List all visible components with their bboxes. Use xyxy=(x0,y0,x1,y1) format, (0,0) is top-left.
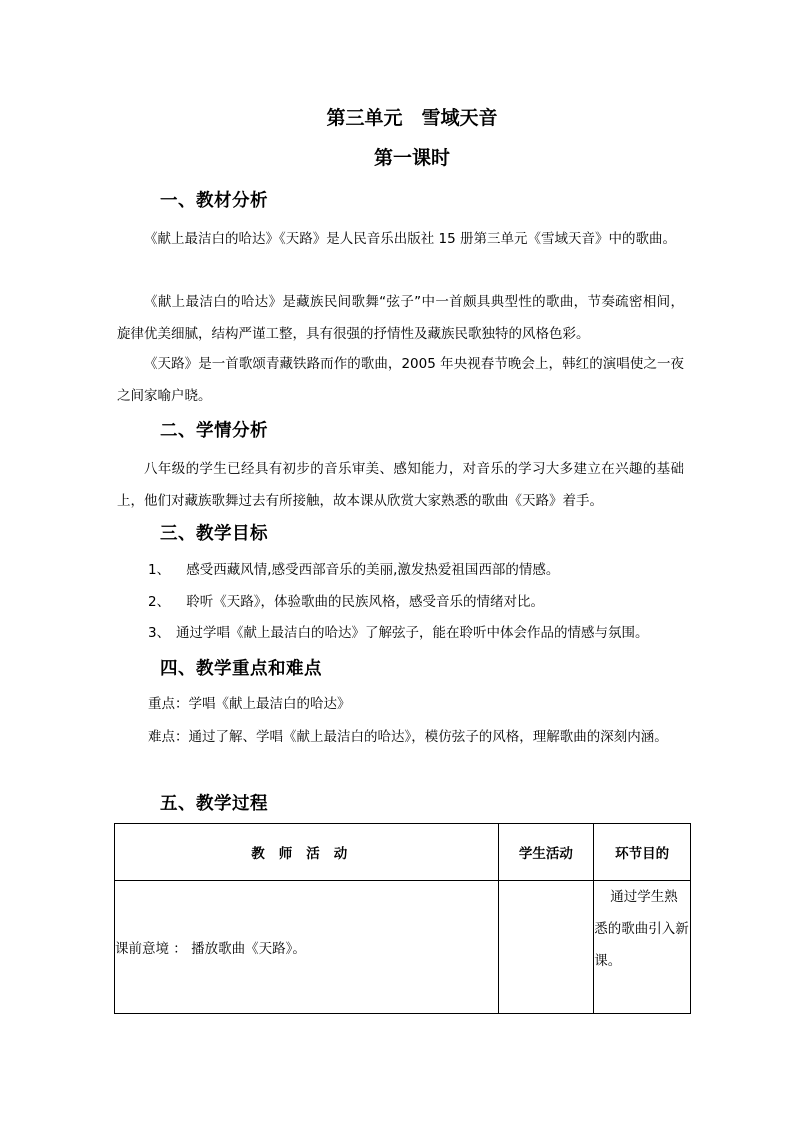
teacher-activity-cell: 课前意境 ： 播放歌曲《天路》。 xyxy=(115,881,499,1014)
section-heading-key-points: 四、教学重点和难点 xyxy=(160,659,322,679)
goal-number: 1、 xyxy=(148,562,171,578)
goal-text: 聆听《天路》，体验歌曲的民族风格，感受音乐的情绪对比。 xyxy=(182,594,545,610)
section-heading-materials: 一、教材分析 xyxy=(160,191,268,211)
unit-title: 第三单元 雪域天音 xyxy=(326,107,498,129)
key-point: 重点：学唱《献上最洁白的哈达》 xyxy=(148,696,351,712)
goal-item-3 xyxy=(148,623,649,643)
goal-item-2 xyxy=(148,592,544,612)
difficult-point: 难点：通过了解、学唱《献上最洁白的哈达》，模仿弦子的风格，理解歌曲的深刻内涵。 xyxy=(148,729,668,745)
section-heading-goals: 三、教学目标 xyxy=(160,524,268,544)
teaching-process-table xyxy=(114,823,691,1014)
materials-paragraph-1: 《献上最洁白的哈达》《天路》是人民音乐出版社 15 册第三单元《雪域天音》中的歌曲。 xyxy=(144,231,677,247)
table-header-row xyxy=(115,824,691,881)
materials-paragraph-2: 《献上最洁白的哈达》是藏族民间歌舞“弦子”中一首颇具典型性的歌曲，节奏疏密相间，旋律优美细腻，结构严谨工整，具有很强的抒情性及藏族民歌独特的风格色彩。 xyxy=(117,294,684,342)
table-row xyxy=(115,881,691,1014)
goal-item-1 xyxy=(148,560,559,580)
section-heading-students: 二、学情分析 xyxy=(160,421,268,441)
header-purpose: 环节目的 xyxy=(594,824,691,881)
materials-paragraph-3: 《天路》是一首歌颂青藏铁路而作的歌曲，2005 年央视春节晚会上，韩红的演唱使之一夜之间家喻户晓。 xyxy=(117,356,684,404)
goal-number: 2、 xyxy=(148,594,171,610)
section-heading-process: 五、教学过程 xyxy=(160,794,268,814)
lesson-title: 第一课时 xyxy=(373,147,450,169)
goal-text: 通过学唱《献上最洁白的哈达》了解弦子，能在聆听中体会作品的情感与氛围。 xyxy=(176,625,649,641)
students-paragraph: 八年级的学生已经具有初步的音乐审美、感知能力，对音乐的学习大多建立在兴趣的基础上，他们对藏族歌舞过去有所接触，故本课从欣赏大家熟悉的歌曲《天路》着手。 xyxy=(117,461,684,509)
purpose-cell: 通过学生熟悉的歌曲引入新课。 xyxy=(594,881,691,1014)
student-activity-cell xyxy=(498,881,594,1014)
header-teacher-activity: 教师活动 xyxy=(115,824,499,881)
goal-number: 3、 xyxy=(148,625,171,641)
header-student-activity: 学生活动 xyxy=(498,824,594,881)
goal-text: 感受西藏风情,感受西部音乐的美丽,激发热爱祖国西部的情感。 xyxy=(182,562,560,578)
